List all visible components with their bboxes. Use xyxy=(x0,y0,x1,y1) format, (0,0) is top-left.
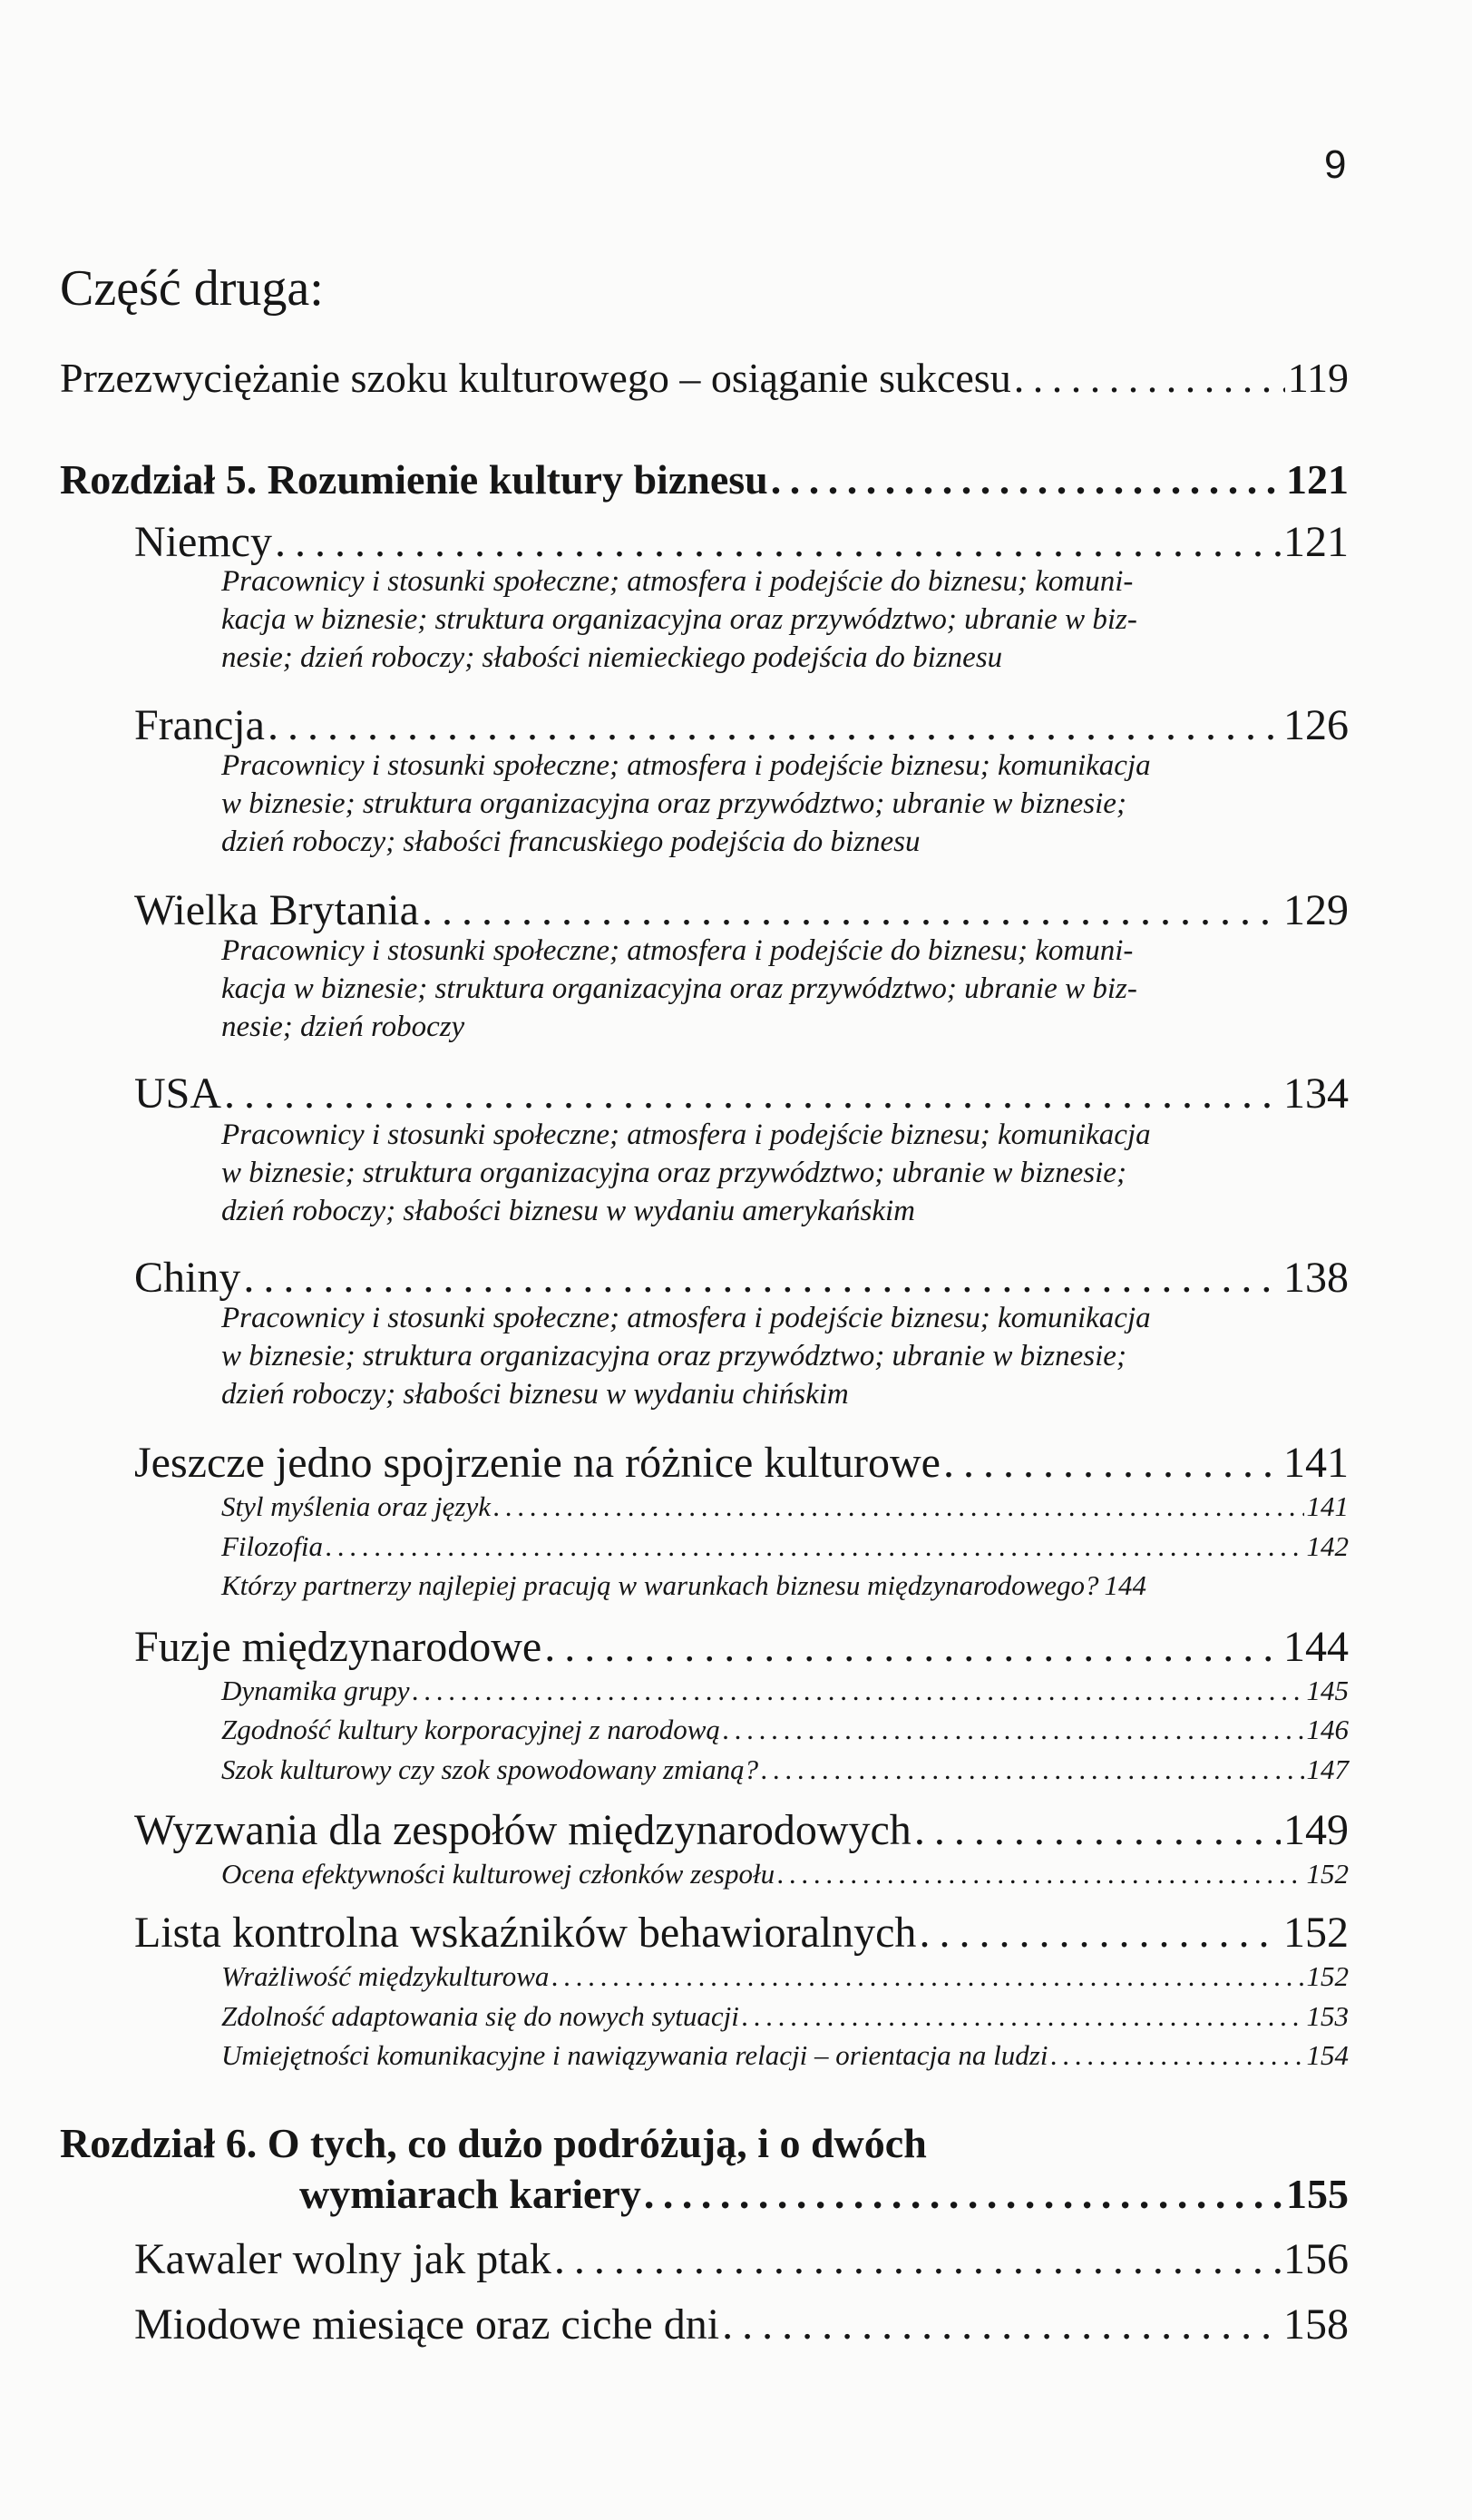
toc-section-label: Niemcy xyxy=(134,518,272,566)
toc-section-page: 149 xyxy=(1283,1806,1349,1854)
toc-subsection-page: 152 xyxy=(1306,1960,1349,1992)
toc-section-niemcy[interactable] xyxy=(134,517,1349,567)
toc-subsection-label: Filozofia xyxy=(221,1530,323,1562)
description-line: Pracownicy i stosunki społeczne; atmosfera i podejście biznesu; komunikacja xyxy=(221,749,1151,782)
description-line: Pracownicy i stosunki społeczne; atmosfera i podejście do biznesu; komuni- xyxy=(221,934,1134,967)
toc-subsection-label: Dynamika grupy xyxy=(221,1675,410,1706)
toc-subsection[interactable] xyxy=(221,1858,1349,1890)
toc-section-page: 144 xyxy=(1283,1623,1349,1671)
toc-subsection[interactable] xyxy=(221,1490,1349,1523)
toc-section-chiny[interactable] xyxy=(134,1253,1349,1303)
leader-dots xyxy=(412,1675,1303,1707)
leader-dots xyxy=(554,2234,1281,2284)
toc-section-wielka-brytania[interactable] xyxy=(134,885,1349,935)
toc-subsection-page: 142 xyxy=(1306,1530,1349,1562)
section-description xyxy=(221,747,1151,861)
toc-subsection-label: Styl myślenia oraz język xyxy=(221,1490,492,1522)
section-description xyxy=(221,1116,1151,1230)
toc-section-label: Miodowe miesiące oraz ciche dni xyxy=(134,2300,720,2349)
toc-subsection[interactable] xyxy=(221,1530,1349,1563)
leader-dots xyxy=(1014,354,1285,402)
leader-dots xyxy=(742,2000,1304,2033)
toc-chapter-6-title[interactable]: Rozdział 6. O tych, co dużo podróżują, i o dwóch xyxy=(60,2120,927,2166)
toc-subsection-page: 152 xyxy=(1306,1858,1349,1890)
leader-dots xyxy=(943,1438,1281,1488)
leader-dots xyxy=(243,1253,1281,1303)
leader-dots xyxy=(275,517,1281,567)
toc-section-page: 141 xyxy=(1283,1439,1349,1487)
toc-subsection[interactable] xyxy=(221,1714,1349,1746)
toc-subsection[interactable] xyxy=(221,1753,1349,1786)
toc-section-kawaler[interactable] xyxy=(134,2234,1349,2284)
toc-section-miodowe-miesiace[interactable] xyxy=(134,2300,1349,2349)
toc-section-page: 121 xyxy=(1283,518,1349,566)
description-line: dzień roboczy; słabości biznesu w wydaniu chińskim xyxy=(221,1378,849,1411)
toc-chapter-5[interactable] xyxy=(60,455,1349,503)
page-number: 9 xyxy=(1324,142,1347,187)
toc-section-roznice-kulturowe[interactable] xyxy=(134,1438,1349,1488)
toc-subsection[interactable] xyxy=(221,2039,1349,2072)
toc-section-page: 138 xyxy=(1283,1254,1349,1302)
description-line: w biznesie; struktura organizacyjna oraz przywództwo; ubranie w biznesie; xyxy=(221,787,1126,820)
toc-chapter-page: 155 xyxy=(1286,2171,1349,2217)
toc-chapter-label: Rozdział 5. Rozumienie kultury biznesu xyxy=(60,456,768,503)
toc-section-page: 158 xyxy=(1283,2300,1349,2349)
toc-subsection-label: Zgodność kultury korporacyjnej z narodową xyxy=(221,1714,720,1745)
toc-subsection[interactable] xyxy=(221,1675,1349,1707)
description-line: nesie; dzień roboczy; słabości niemieckiego podejścia do biznesu xyxy=(221,641,1003,674)
toc-section-label: Fuzje międzynarodowe xyxy=(134,1623,542,1671)
toc-section-page: 129 xyxy=(1283,886,1349,934)
leader-dots xyxy=(722,2300,1281,2349)
leader-dots xyxy=(919,1908,1281,1958)
toc-subsection-page: 146 xyxy=(1306,1714,1349,1745)
toc-section-label: Lista kontrolna wskaźników behawioralnych xyxy=(134,1909,917,1957)
toc-section-label: Wielka Brytania xyxy=(134,886,419,934)
toc-subsection-page: 144 xyxy=(1104,1569,1147,1601)
description-line: dzień roboczy; słabości francuskiego podejścia do biznesu xyxy=(221,825,921,858)
toc-chapter-6[interactable] xyxy=(299,2170,1349,2218)
toc-subsection-label: Szok kulturowy czy szok spowodowany zmianą? xyxy=(221,1753,759,1785)
description-line: nesie; dzień roboczy xyxy=(221,1011,465,1043)
toc-section-label: Kawaler wolny jak ptak xyxy=(134,2235,551,2283)
toc-section-label: USA xyxy=(134,1070,222,1118)
toc-section-label: Francja xyxy=(134,701,265,749)
toc-subsection-page: 145 xyxy=(1306,1675,1349,1706)
toc-section-usa[interactable] xyxy=(134,1069,1349,1118)
toc-subsection[interactable] xyxy=(221,1569,1349,1602)
toc-subsection-label: Ocena efektywności kulturowej członków zespołu xyxy=(221,1858,775,1890)
leader-dots xyxy=(761,1753,1303,1786)
toc-subsection[interactable] xyxy=(221,2000,1349,2033)
description-line: kacja w biznesie; struktura organizacyjna oraz przywództwo; ubranie w biz- xyxy=(221,972,1137,1005)
toc-subsection-page: 154 xyxy=(1306,2039,1349,2071)
toc-subsection-page: 141 xyxy=(1306,1490,1349,1522)
leader-dots xyxy=(1050,2039,1303,2072)
toc-section-page: 134 xyxy=(1283,1070,1349,1118)
section-description xyxy=(221,1299,1151,1413)
toc-subsection-label: Zdolność adaptowania się do nowych sytuacji xyxy=(221,2000,739,2032)
toc-chapter-page: 121 xyxy=(1286,456,1349,503)
toc-section-label: Wyzwania dla zespołów międzynarodowych xyxy=(134,1806,911,1854)
section-description xyxy=(221,562,1137,677)
toc-subsection[interactable] xyxy=(221,1960,1349,1993)
toc-subsection-label: Wrażliwość międzykulturowa xyxy=(221,1960,550,1992)
leader-dots xyxy=(493,1490,1303,1523)
leader-dots xyxy=(644,2170,1283,2218)
leader-dots xyxy=(268,700,1281,750)
leader-dots xyxy=(224,1069,1281,1118)
description-line: kacja w biznesie; struktura organizacyjna oraz przywództwo; ubranie w biz- xyxy=(221,603,1137,636)
description-line: Pracownicy i stosunki społeczne; atmosfera i podejście do biznesu; komuni- xyxy=(221,565,1134,598)
toc-subsection-page: 153 xyxy=(1306,2000,1349,2032)
part-title: Część druga: xyxy=(60,260,324,317)
toc-section-lista-kontrolna[interactable] xyxy=(134,1908,1349,1958)
toc-subsection-label: Którzy partnerzy najlepiej pracują w warunkach biznesu międzynarodowego? xyxy=(221,1569,1099,1601)
description-line: w biznesie; struktura organizacyjna oraz przywództwo; ubranie w biznesie; xyxy=(221,1340,1126,1372)
toc-section-page: 156 xyxy=(1283,2235,1349,2283)
toc-section-fuzje[interactable] xyxy=(134,1622,1349,1672)
leader-dots xyxy=(544,1622,1281,1672)
description-line: w biznesie; struktura organizacyjna oraz przywództwo; ubranie w biznesie; xyxy=(221,1157,1126,1189)
leader-dots xyxy=(422,885,1281,935)
section-description xyxy=(221,932,1137,1046)
toc-subsection-page: 147 xyxy=(1306,1753,1349,1785)
description-line: Pracownicy i stosunki społeczne; atmosfera i podejście biznesu; komunikacja xyxy=(221,1302,1151,1334)
toc-entry-label: Przezwyciężanie szoku kulturowego – osiąganie sukcesu xyxy=(60,355,1011,401)
leader-dots xyxy=(777,1858,1303,1890)
toc-chapter-label: wymiarach kariery xyxy=(299,2171,641,2217)
description-line: Pracownicy i stosunki społeczne; atmosfera i podejście biznesu; komunikacja xyxy=(221,1118,1151,1151)
leader-dots xyxy=(326,1530,1304,1563)
leader-dots xyxy=(723,1714,1304,1746)
description-line: dzień roboczy; słabości biznesu w wydaniu amerykańskim xyxy=(221,1195,916,1227)
toc-section-label: Jeszcze jedno spojrzenie na różnice kulturowe xyxy=(134,1439,941,1487)
toc-section-page: 126 xyxy=(1283,701,1349,749)
leader-dots xyxy=(771,455,1283,503)
toc-section-francja[interactable] xyxy=(134,700,1349,750)
leader-dots xyxy=(914,1805,1281,1855)
leader-dots xyxy=(551,1960,1303,1993)
toc-section-label: Chiny xyxy=(134,1254,241,1302)
toc-section-page: 152 xyxy=(1283,1909,1349,1957)
toc-part-entry[interactable] xyxy=(60,354,1349,402)
toc-section-wyzwania[interactable] xyxy=(134,1805,1349,1855)
toc-subsection-label: Umiejętności komunikacyjne i nawiązywania relacji – orientacja na ludzi xyxy=(221,2039,1048,2071)
toc-entry-page: 119 xyxy=(1287,355,1349,401)
